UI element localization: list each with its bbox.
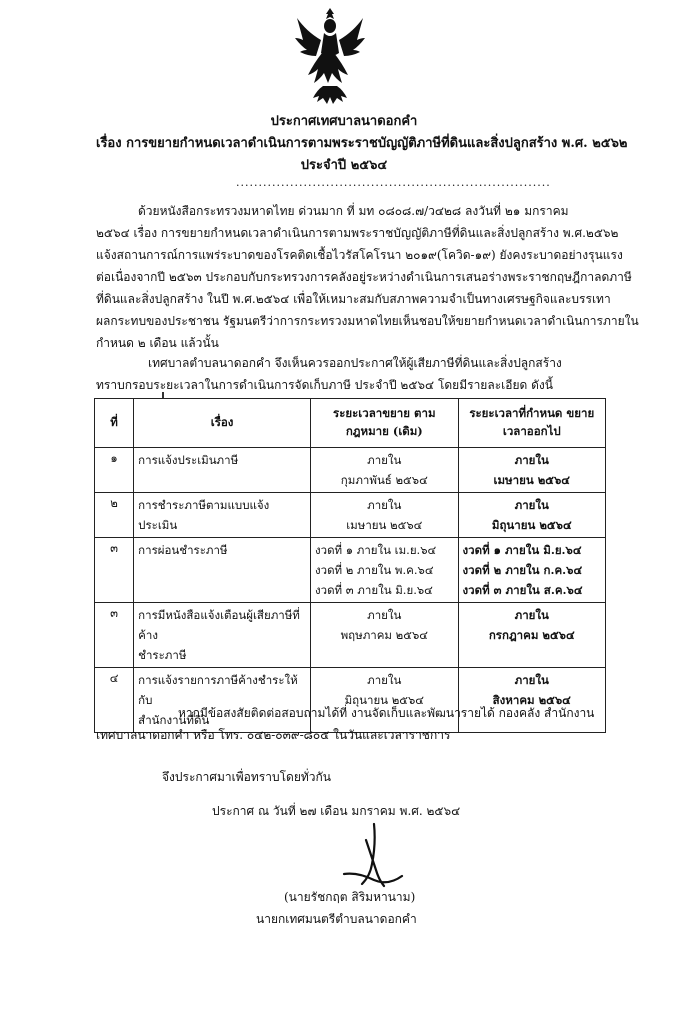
row-new-line: ภายใน [514,608,549,622]
announcement-title: ประกาศเทศบาลนาดอกคำ [270,114,418,129]
row-old-line: กุมภาพันธ์ ๒๕๖๔ [340,473,428,487]
paragraph-line: หากมีข้อสงสัยติดต่อสอบถามได้ที่ งานจัดเก็บและพัฒนารายได้ กองคลัง สำนักงาน [178,706,595,720]
table-row [95,538,606,603]
announcement-date: ประกาศ ณ วันที่ ๒๗ เดือน มกราคม พ.ศ. ๒๕๖๔ [212,804,461,818]
row-new-line: งวดที่ ๓ ภายใน ส.ค.๖๔ [462,583,583,597]
row-old-period [311,538,459,603]
paragraph-line: เทศบาลนาดอกคำ หรือ โทร. ๐๔๒-๐๓๙-๘๐๕ ในวันและเวลาราชการ [96,728,451,742]
announcement-subject: เรื่อง การขยายกำหนดเวลาดำเนินการตามพระราชบัญญัติภาษีที่ดินและสิ่งปลูกสร้าง พ.ศ. ๒๕๖๒ [96,136,628,151]
row-old-line: งวดที่ ๒ ภายใน พ.ค.๖๔ [315,563,434,577]
row-subject-line: การแจ้งประเมินภาษี [138,453,239,467]
table-row [95,603,606,668]
handwritten-signature [336,820,408,892]
row-old-line: ภายใน [367,498,402,512]
row-old-period [311,603,459,668]
row-subject-line: การมีหนังสือแจ้งเตือนผู้เสียภาษีที่ค้าง [138,608,300,642]
paragraph-line: ทราบกรอบระยะเวลาในการดำเนินการจัดเก็บภาษี ประจำปี ๒๕๖๔ โดยมีรายละเอียด ดังนี้ [96,378,553,392]
row-new-line: ภายใน [514,498,549,512]
row-new-line: ภายใน [514,673,549,687]
row-subject [134,493,311,538]
row-old-line: เมษายน ๒๕๖๔ [346,518,423,532]
row-no: ๓ [95,603,134,668]
row-new-line: เมษายน ๒๕๖๔ [493,473,570,487]
paragraph-contact [96,702,616,746]
table-row [95,493,606,538]
row-old-line: มิถุนายน ๒๕๖๔ [344,693,424,707]
row-subject [134,448,311,493]
table-row [95,448,606,493]
row-new-period [458,448,605,493]
row-no: ๓ [95,538,134,603]
header-old-line: ตามกฎหมาย (เดิม) [345,406,436,438]
garuda-emblem-icon [293,6,367,108]
row-new-line: ภายใน [514,453,549,467]
row-new-line: มิถุนายน ๒๕๖๔ [491,518,572,532]
paragraph-line: แจ้งสถานการณ์การแพร่ระบาดของโรคติดเชื้อไวรัสโคโรนา ๒๐๑๙(โควิด-๑๙) ยังคงระบาดอย่างรุนแรง [96,248,623,262]
row-new-period [458,538,605,603]
row-new-line: งวดที่ ๒ ภายใน ก.ค.๖๔ [462,563,583,577]
announcement-year: ประจำปี ๒๕๖๔ [300,158,388,173]
row-subject [134,603,311,668]
row-new-period [458,603,605,668]
row-new-line: งวดที่ ๑ ภายใน มิ.ย.๖๔ [462,543,582,557]
paragraph-line: ที่ดินและสิ่งปลูกสร้าง ในปี พ.ศ.๒๕๖๔ เพื่อให้เหมาะสมกับสภาพความจำเป็นทางเศรษฐกิจและบรรเทา [96,292,611,306]
row-old-period [311,448,459,493]
row-subject-line: การชำระภาษีตามแบบแจ้งประเมิน [138,498,270,532]
row-old-line: ภายใน [367,608,402,622]
paragraph-line: ต่อเนื่องจากปี ๒๕๖๓ ประกอบกับกระทรวงการคลังอยู่ระหว่างดำเนินการเสนอร่างพระราชกฤษฎีกาลดภาษี [96,270,632,284]
row-old-line: ภายใน [367,673,402,687]
row-no: ๒ [95,493,134,538]
paragraph-intro [96,200,639,354]
row-new-line: กรกฎาคม ๒๕๖๔ [488,628,575,642]
header-no: ที่ [95,399,134,448]
row-subject-line: การผ่อนชำระภาษี [138,543,228,557]
header-new-line: ระยะเวลาที่กำหนด [469,406,563,420]
dotted-separator: ...................................................................... [236,176,551,189]
closing-statement: จึงประกาศมาเพื่อทราบโดยทั่วกัน [162,770,331,784]
row-subject-line: ชำระภาษี [138,648,187,662]
signer-position: นายกเทศมนตรีตำบลนาดอกคำ [256,912,417,926]
row-old-line: งวดที่ ๓ ภายใน มิ.ย.๖๔ [315,583,433,597]
schedule-table [94,398,606,733]
paragraph-line: เทศบาลตำบลนาดอกคำ จึงเห็นควรออกประกาศให้ผู้เสียภาษีที่ดินและสิ่งปลูกสร้าง [148,356,562,370]
row-old-line: พฤษภาคม ๒๕๖๔ [340,628,428,642]
row-no: ๔ [95,668,134,733]
header-old-period [311,399,459,448]
paragraph-line: ด้วยหนังสือกระทรวงมหาดไทย ด่วนมาก ที่ มท ๐๘๐๘.๗/ว๔๒๘ ลงวันที่ ๒๑ มกราคม [138,204,569,218]
paragraph-notice [96,352,616,396]
paragraph-line: ผลกระทบของประชาชน รัฐมนตรีว่าการกระทรวงมหาดไทยเห็นชอบให้ขยายกำหนดเวลาดำเนินการภายใน [96,314,639,328]
row-subject [134,538,311,603]
row-new-period [458,493,605,538]
signer-name: (นายรัชกฤต สิริมหานาม) [284,890,416,904]
row-old-line: งวดที่ ๑ ภายใน เม.ย.๖๔ [315,543,437,557]
header-new-line: ขยายเวลาออกไป [502,406,595,438]
table-header-row [95,399,606,448]
paragraph-line: กำหนด ๒ เดือน แล้วนั้น [96,336,219,350]
row-subject-line: สำนักงานที่ดิน [138,713,210,727]
row-old-line: ภายใน [367,453,402,467]
row-subject-line: การแจ้งรายการภาษีค้างชำระให้กับ [138,673,298,707]
row-old-period [311,493,459,538]
header-old-line: ระยะเวลาขยาย [333,406,410,420]
row-no: ๑ [95,448,134,493]
row-new-line: สิงหาคม ๒๕๖๔ [492,693,571,707]
header-subject: เรื่อง [134,399,311,448]
paragraph-line: ๒๕๖๔ เรื่อง การขยายกำหนดเวลาดำเนินการตามพระราชบัญญัติภาษีที่ดินและสิ่งปลูกสร้าง พ.ศ.๒๕๖๒ [96,226,619,240]
header-new-period [458,399,605,448]
